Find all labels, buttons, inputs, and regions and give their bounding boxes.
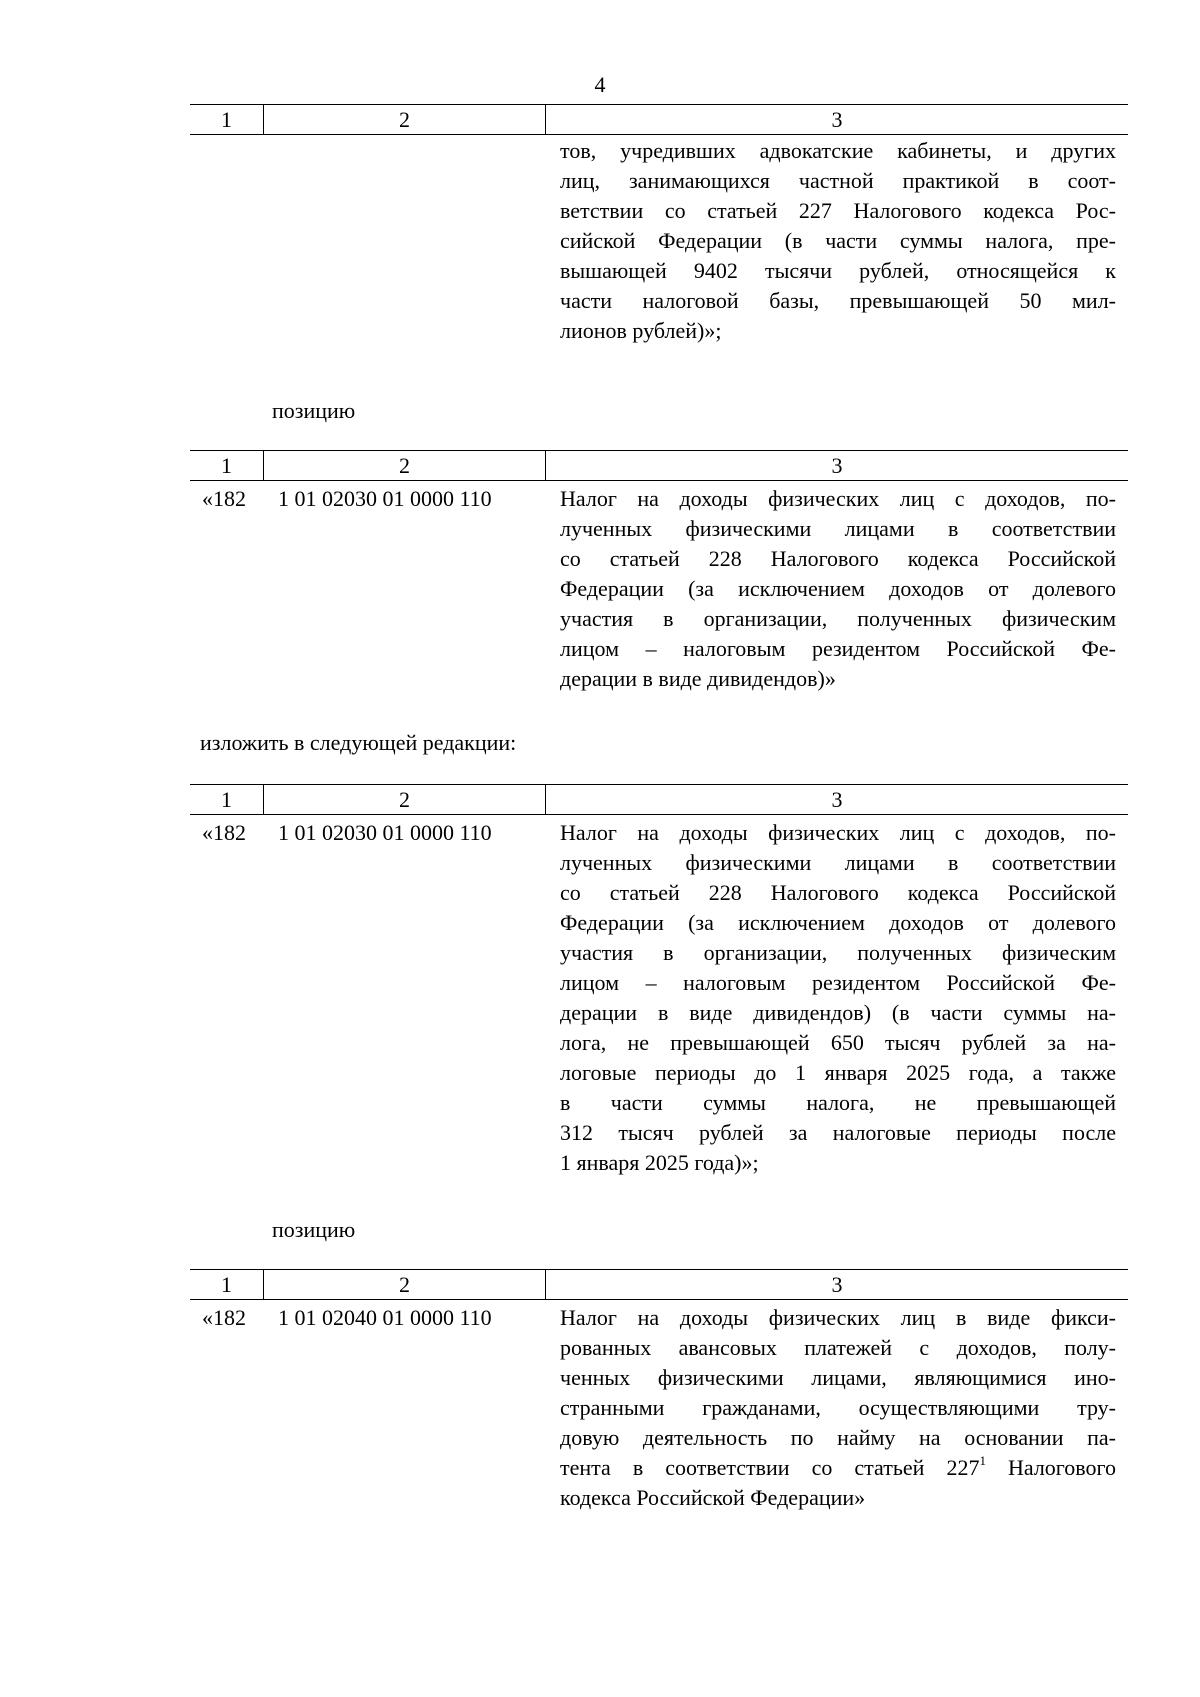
description-cell (560, 1303, 1116, 1513)
text-line: Налог на доходы физических лиц с доходов, по- (560, 486, 1116, 511)
admin-code-cell: «182 (202, 1305, 246, 1330)
text-fragment: тента в соответствии со статьей 227 (560, 1455, 980, 1480)
table-header (190, 450, 1128, 481)
text-line: участия в организации, полученных физическим (560, 940, 1116, 965)
header-col-3: 3 (831, 787, 843, 812)
header-col-2: 2 (264, 451, 546, 480)
text-line: лученных физическими лицами в соответствии (560, 850, 1116, 875)
admin-code-cell: «182 (202, 820, 246, 845)
paragraph-position: позицию (272, 1217, 356, 1242)
description-cell (560, 818, 1116, 1178)
page-number: 4 (594, 72, 606, 97)
text-line: вышающей 9402 тысячи рублей, относящейся к (560, 258, 1116, 283)
text-line: ветствии со статьей 227 Налогового кодекса Рос- (560, 198, 1116, 223)
table-header (190, 1269, 1128, 1300)
text-line: лионов рублей)»; (560, 318, 722, 343)
header-col-2: 2 (264, 785, 546, 814)
text-line: лицом – налоговым резидентом Российской Фе- (560, 636, 1116, 661)
header-col-2: 2 (264, 1270, 546, 1299)
text-line: сийской Федерации (в части суммы налога, пре- (560, 228, 1116, 253)
kbk-code-cell: 1 01 02040 01 0000 110 (278, 1305, 492, 1330)
header-col-1: 1 (190, 1270, 264, 1299)
text-line: участия в организации, полученных физическим (560, 606, 1116, 631)
text-line: Федерации (за исключением доходов от долевого (560, 576, 1116, 601)
text-line: лученных физическими лицами в соответствии (560, 516, 1116, 541)
table-header (190, 104, 1128, 135)
admin-code-cell: «182 (202, 486, 246, 511)
header-col-1: 1 (190, 451, 264, 480)
text-line: Налог на доходы физических лиц с доходов, по- (560, 820, 1116, 845)
table-header (190, 784, 1128, 815)
text-line: кодекса Российской Федерации» (560, 1485, 866, 1510)
text-line: в части суммы налога, не превышающей (560, 1090, 1116, 1115)
text-line: тов, учредивших адвокатские кабинеты, и других (560, 138, 1116, 163)
text-line: ченных физическими лицами, являющимися ино- (560, 1365, 1116, 1390)
text-line: 312 тысяч рублей за налоговые периоды после (560, 1120, 1116, 1145)
header-col-3: 3 (831, 1272, 843, 1297)
text-line: рованных авансовых платежей с доходов, полу- (560, 1335, 1116, 1360)
text-line: лиц, занимающихся частной практикой в соот- (560, 168, 1116, 193)
table-position (190, 1269, 1128, 1510)
text-line (560, 1453, 1116, 1483)
text-line: логовые периоды до 1 января 2025 года, а также (560, 1060, 1116, 1085)
text-line: Налог на доходы физических лиц в виде фикси- (560, 1305, 1116, 1330)
header-col-3: 3 (831, 107, 843, 132)
text-line: странными гражданами, осуществляющими тру- (560, 1395, 1116, 1420)
text-line: части налоговой базы, превышающей 50 мил- (560, 288, 1116, 313)
table-continuation (190, 104, 1128, 343)
paragraph-position: позицию (272, 398, 356, 423)
header-col-2: 2 (264, 105, 546, 134)
header-col-1: 1 (190, 785, 264, 814)
text-line: лицом – налоговым резидентом Российской Фе- (560, 970, 1116, 995)
kbk-code-cell: 1 01 02030 01 0000 110 (278, 820, 492, 845)
description-cell (560, 136, 1116, 346)
text-line: дерации в виде дивидендов) (в части суммы на- (560, 1000, 1116, 1025)
text-line: лога, не превышающей 650 тысяч рублей за на- (560, 1030, 1116, 1055)
paragraph-new-wording: изложить в следующей редакции: (200, 730, 517, 755)
text-line: со статьей 228 Налогового кодекса Российской (560, 546, 1116, 571)
text-line: довую деятельность по найму на основании па- (560, 1425, 1116, 1450)
table-old-position (190, 450, 1128, 691)
header-col-3: 3 (831, 453, 843, 478)
description-cell (560, 484, 1116, 694)
text-line: 1 января 2025 года)»; (560, 1150, 759, 1175)
header-col-1: 1 (190, 105, 264, 134)
kbk-code-cell: 1 01 02030 01 0000 110 (278, 486, 492, 511)
text-line: дерации в виде дивидендов)» (560, 666, 836, 691)
superscript: 1 (979, 1452, 986, 1468)
table-new-position (190, 784, 1128, 1175)
text-fragment: Налогового (985, 1455, 1116, 1480)
text-line: со статьей 228 Налогового кодекса Российской (560, 880, 1116, 905)
text-line: Федерации (за исключением доходов от долевого (560, 910, 1116, 935)
